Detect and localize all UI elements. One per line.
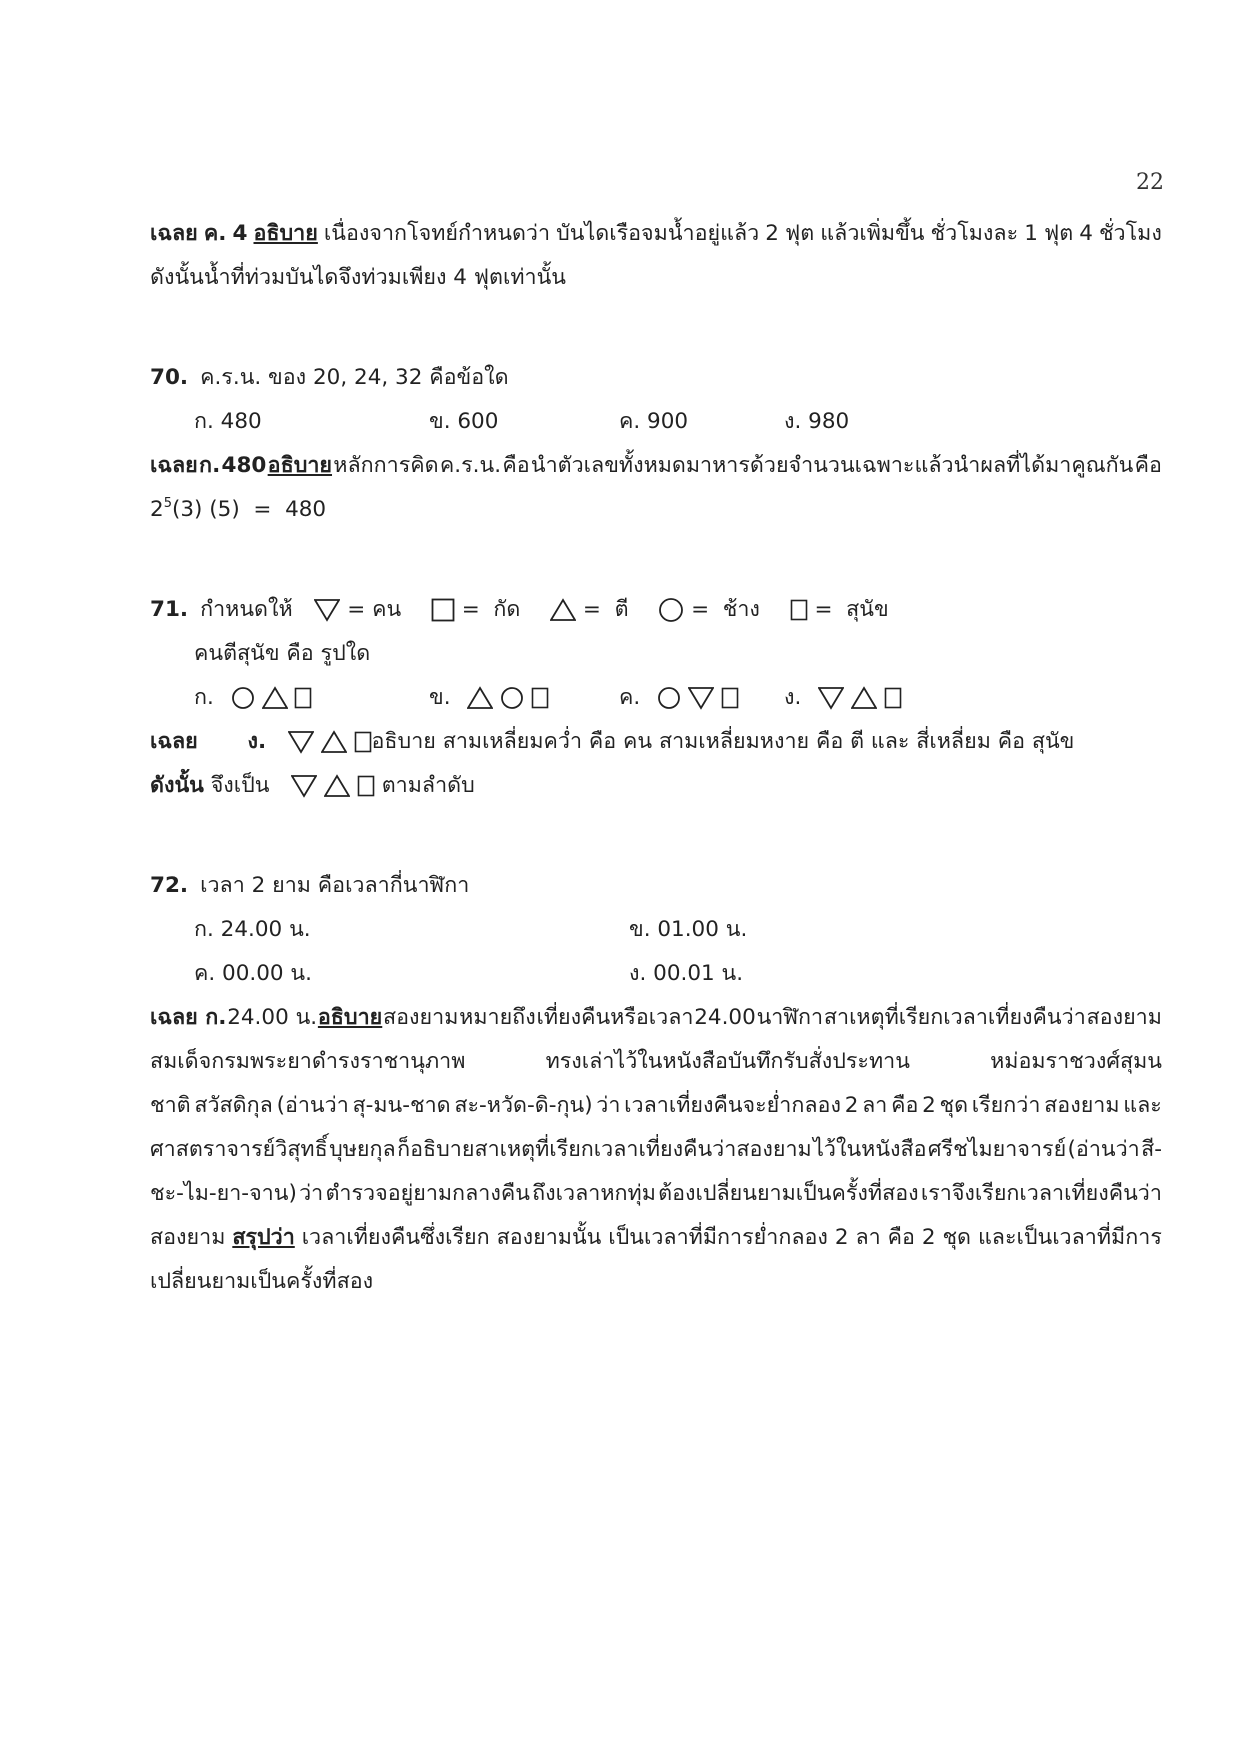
- explain-word: ต้องเปลี่ยนยามเป็นครั้งที่สอง: [658, 1181, 919, 1206]
- small-square-icon: [884, 687, 902, 709]
- explain-word: ลา: [855, 1225, 881, 1250]
- q70-formula: [150, 488, 1162, 532]
- down-triangle-icon: [288, 730, 314, 754]
- explain-word: เราจึงเรียกเวลาเที่ยงคืนว่า: [920, 1181, 1162, 1206]
- down-triangle-icon: [688, 686, 714, 710]
- explain-word: สองยาม: [383, 1005, 459, 1030]
- question-72: [150, 864, 1162, 908]
- explain-word: คือ: [502, 453, 530, 478]
- def-text: = คน: [347, 597, 402, 622]
- explain-word: เนื่องจากโจทย์กำหนดว่า: [323, 221, 551, 246]
- answer-label: เฉลย: [150, 453, 198, 478]
- circle-icon: [500, 686, 524, 710]
- explain-word: และเป็นเวลาที่มีการ: [977, 1225, 1162, 1250]
- question-71: [150, 588, 1162, 632]
- explain-word: สวัสดิกุล: [194, 1093, 273, 1118]
- explain-word: สองยาม: [150, 1225, 226, 1250]
- small-square-icon: [721, 687, 739, 709]
- answer-choice: ง.: [247, 729, 267, 754]
- explain-word: บุษยกุล: [329, 1137, 396, 1162]
- up-triangle-icon: [550, 598, 576, 622]
- page-number: 22: [1136, 170, 1164, 195]
- explain-word: คือ: [891, 1093, 919, 1118]
- circle-icon: [658, 597, 684, 623]
- formula-rest: (3) (5) = 480: [171, 497, 327, 522]
- q72-answer-line-4: [150, 1128, 1162, 1172]
- explain-word: ชาติ: [150, 1093, 191, 1118]
- explain-word: ค.ร.น.: [439, 453, 502, 478]
- answer-label: เฉลย: [150, 221, 198, 246]
- explain-word: ชุด: [942, 1225, 972, 1250]
- choice-letter: ง.: [784, 685, 802, 710]
- circle-icon: [231, 686, 255, 710]
- explain-word: ชะ-ไม-ยา-จาน): [150, 1181, 297, 1206]
- down-triangle-icon: [314, 598, 340, 622]
- explain-word: ฟุต: [785, 221, 815, 246]
- answer-value: 4: [232, 221, 248, 246]
- explain-word: เป็นเวลาที่มีการย่ำกลอง: [608, 1225, 828, 1250]
- q72-answer-line-2: [150, 1040, 1162, 1084]
- formula-base: 2: [150, 497, 164, 522]
- explain-label: อธิบาย: [253, 221, 318, 246]
- explain-word: เวลาเที่ยงคืนซึ่งเรียก: [301, 1225, 490, 1250]
- explain-word: คือ: [1134, 453, 1162, 478]
- explain-word: เที่ยงคืนหรือเวลา: [536, 1005, 694, 1030]
- q72-choices-row-1: [150, 908, 1162, 952]
- explain-word: (อ่านว่า: [1067, 1137, 1140, 1162]
- answer-value: 24.00 น.: [227, 1005, 318, 1030]
- question-number: 71.: [150, 597, 189, 622]
- summary-label: สรุปว่า: [232, 1225, 295, 1250]
- small-square-icon: [357, 775, 375, 797]
- explain-word: ตำรวจอยู่ยามกลางคืน: [325, 1181, 530, 1206]
- choice-letter: ก.: [194, 685, 214, 710]
- explain-word: 4: [1079, 221, 1093, 246]
- small-square-icon: [354, 731, 372, 753]
- page-content: [150, 212, 1162, 1304]
- explain-word: หมายถึง: [459, 1005, 536, 1030]
- explain-word: ถึงเวลาหกทุ่ม: [532, 1181, 656, 1206]
- choice: ข. 01.00 น.: [629, 917, 748, 942]
- explain-word: นาฬิกา: [756, 1005, 824, 1030]
- intro-line-2: ดังนั้นน้ำที่ท่วมบันไดจึงท่วมเพียง 4 ฟุตเท่านั้น: [150, 265, 566, 290]
- question-text: เวลา 2 ยาม คือเวลากี่นาฬิกา: [200, 873, 470, 898]
- explain-word: หม่อมราชวงศ์สุมน: [990, 1049, 1162, 1074]
- explain-label: อธิบาย: [267, 453, 333, 478]
- def-text: = ช้าง: [691, 597, 760, 622]
- choice: ก. 480: [194, 409, 262, 434]
- def-text: = กัด: [461, 597, 521, 622]
- explain-word: สาเหตุที่เรียกเวลาเที่ยงคืนว่า: [823, 1005, 1086, 1030]
- explain-word: ทรงเล่าไว้ในหนังสือบันทึกรับสั่งประทาน: [545, 1049, 910, 1074]
- q70-choices: [150, 400, 1162, 444]
- explain-word: ว่า: [299, 1181, 324, 1206]
- square-icon: [431, 598, 455, 622]
- explain-word: ชั่วโมงละ: [930, 221, 1019, 246]
- explain-word: คือ: [887, 1225, 915, 1250]
- given-label: กำหนดให้: [200, 597, 293, 622]
- choice-d: [784, 676, 984, 720]
- question-number: 70.: [150, 365, 189, 390]
- intro-line-1: [150, 212, 1162, 256]
- explain-word: ชุด: [939, 1093, 969, 1118]
- q71-choices: [150, 676, 1162, 720]
- choice-c: [619, 676, 784, 720]
- conclusion-label: ดังนั้น: [150, 773, 204, 798]
- q72-answer-line-3: [150, 1084, 1162, 1128]
- up-triangle-icon: [321, 730, 347, 754]
- explain-word: 2: [922, 1093, 936, 1118]
- q71-question: คนตีสุนัข คือ รูปใด: [194, 641, 371, 666]
- explain-word: หลักการคิด: [333, 453, 439, 478]
- choice: ค. 00.00 น.: [194, 961, 312, 986]
- q72-answer-line-6: [150, 1216, 1162, 1260]
- small-square-icon: [531, 687, 549, 709]
- explain-word: และ: [1123, 1093, 1162, 1118]
- choice: ข. 600: [429, 409, 499, 434]
- conclusion-text: จึงเป็น: [210, 773, 270, 798]
- choice: ง. 980: [784, 409, 850, 434]
- conclusion-tail: ตามลำดับ: [381, 773, 475, 798]
- explain-word: สมเด็จกรมพระยาดำรงราชานุภาพ: [150, 1049, 466, 1074]
- def-text: = สุนัข: [814, 597, 889, 622]
- answer-label: เฉลย: [150, 729, 198, 754]
- explain-word: สองยาม: [1044, 1093, 1120, 1118]
- small-square-icon: [294, 687, 312, 709]
- choice-a: [194, 676, 429, 720]
- explain-word: สองยาม: [1086, 1005, 1162, 1030]
- explain-word: บันไดเรือจมน้ำอยู่แล้ว: [556, 221, 760, 246]
- question-text: ค.ร.น. ของ 20, 24, 32 คือข้อใด: [200, 365, 509, 390]
- explain-word: 2: [765, 221, 779, 246]
- choice: ง. 00.01 น.: [629, 961, 744, 986]
- q72-choices-row-2: [150, 952, 1162, 996]
- explain-label: อธิบาย: [317, 1005, 383, 1030]
- explain-word: สะ-หวัด-ดิ-กุน): [454, 1093, 593, 1118]
- q70-answer: [150, 444, 1162, 488]
- explain-word: เรียกว่า: [971, 1093, 1041, 1118]
- choice-b: [429, 676, 619, 720]
- formula-exponent: 5: [163, 496, 172, 511]
- q71-answer: [150, 720, 1162, 764]
- explain-word: ลา: [862, 1093, 888, 1118]
- q72-answer-line-1: [150, 996, 1162, 1040]
- answer-value: 480: [221, 453, 267, 478]
- explain-word: ชั่วโมง: [1098, 221, 1162, 246]
- explain-word: 24.00: [694, 1005, 756, 1030]
- explain-word: ก็อธิบายสาเหตุที่เรียกเวลาเที่ยงคืนว่าสองยาม: [397, 1137, 812, 1162]
- explain-word: ศรีชไมยาจารย์: [927, 1137, 1067, 1162]
- up-triangle-icon: [324, 774, 350, 798]
- q71-conclusion: [150, 764, 1162, 808]
- explain-word: สี-: [1141, 1137, 1162, 1162]
- explain-word: 1: [1024, 221, 1038, 246]
- answer-explanation: อธิบาย สามเหลี่ยมคว่ำ คือ คน สามเหลี่ยมหงาย คือ ตี และ สี่เหลี่ยม คือ สุนัข: [371, 729, 1075, 754]
- explain-word: นำตัวเลขทั้งหมดมาหารด้วยจำนวนเฉพาะแล้วนำผลที่ได้มาคูณกัน: [530, 453, 1134, 478]
- choice: ค. 900: [619, 409, 689, 434]
- explain-word: แล้วเพิ่มขึ้น: [820, 221, 925, 246]
- def-text: = ตี: [582, 597, 629, 622]
- explain-word: 2: [921, 1225, 936, 1250]
- answer-choice: ก.: [199, 453, 221, 478]
- choice-letter: ข.: [429, 685, 451, 710]
- explain-word: สุ-มน-ชาด: [352, 1093, 451, 1118]
- up-triangle-icon: [851, 686, 877, 710]
- explain-word: (อ่านว่า: [276, 1093, 349, 1118]
- down-triangle-icon: [291, 774, 317, 798]
- explain-word: ฟุต: [1043, 221, 1074, 246]
- explain-word: 2: [844, 1093, 859, 1118]
- question-70: [150, 356, 1162, 400]
- up-triangle-icon: [467, 686, 493, 710]
- small-square-icon: [790, 599, 808, 621]
- explain-word: เวลาเที่ยงคืนจะย่ำกลอง: [624, 1093, 841, 1118]
- explain-word: 2: [834, 1225, 849, 1250]
- down-triangle-icon: [818, 686, 844, 710]
- explain-word: สองยามนั้น: [496, 1225, 602, 1250]
- up-triangle-icon: [262, 686, 288, 710]
- circle-icon: [657, 686, 681, 710]
- answer-label: เฉลย ก.: [150, 1005, 227, 1030]
- choice: ก. 24.00 น.: [194, 917, 311, 942]
- explain-word: ว่า: [596, 1093, 621, 1118]
- explain-word: ศาสตราจารย์วิสุทธิ์: [150, 1137, 328, 1162]
- q72-answer-line-5: [150, 1172, 1162, 1216]
- choice-letter: ค.: [619, 685, 641, 710]
- q72-answer-line-7: เปลี่ยนยามเป็นครั้งที่สอง: [150, 1269, 374, 1294]
- answer-choice: ค.: [203, 221, 227, 246]
- explain-word: ไว้ในหนังสือ: [813, 1137, 927, 1162]
- question-number: 72.: [150, 873, 189, 898]
